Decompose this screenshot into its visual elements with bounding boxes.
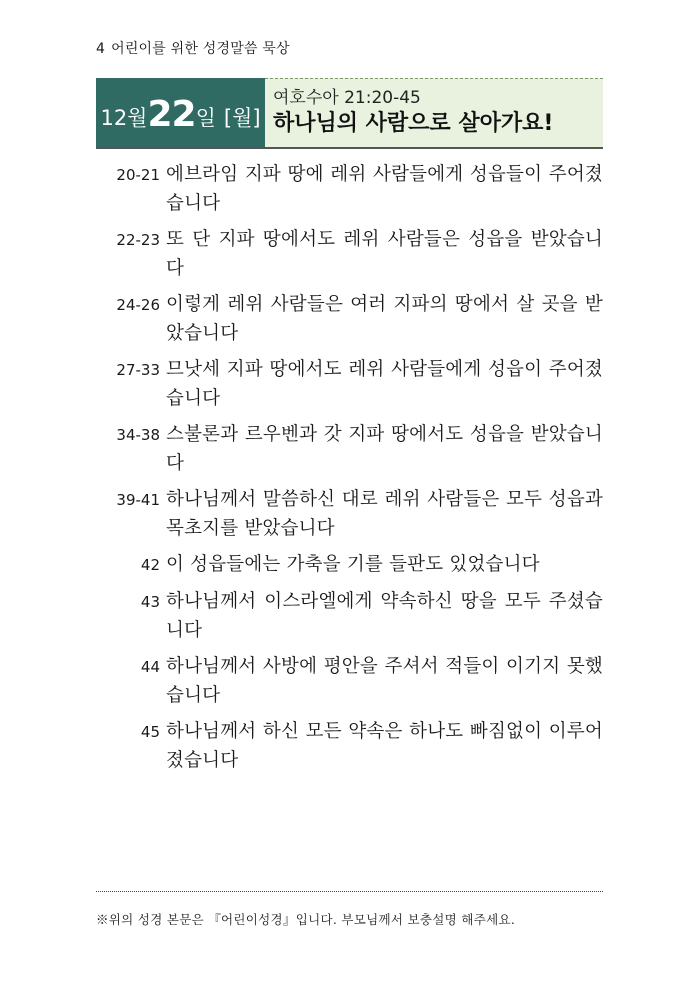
verse-text: 하나님께서 사방에 평안을 주셔서 적들이 이기지 못했습니다 — [166, 656, 603, 706]
date-day-unit: 일 — [195, 106, 216, 130]
verse-text: 하나님께서 하신 모든 약속은 하나도 빠짐없이 이루어졌습니다 — [166, 721, 603, 771]
verse-list — [96, 160, 603, 782]
verse-item — [96, 652, 603, 710]
date-box — [96, 78, 265, 148]
verse-text: 므낫세 지파 땅에서도 레위 사람들에게 성읍이 주어졌습니다 — [166, 359, 603, 409]
verse-text: 이렇게 레위 사람들은 여러 지파의 땅에서 살 곳을 받았습니다 — [166, 294, 603, 344]
verse-item — [96, 355, 603, 413]
header-divider — [96, 147, 603, 149]
date-day: 22 — [147, 94, 196, 135]
book-title: 어린이를 위한 성경말씀 묵상 — [111, 41, 290, 57]
verse-item — [96, 485, 603, 543]
date-weekday: [월] — [223, 106, 261, 130]
passage-reference: 여호수아 21:20-45 — [273, 88, 421, 108]
date-month: 12월 — [100, 106, 148, 130]
verse-item — [96, 290, 603, 348]
passage-title-box — [265, 78, 603, 147]
verse-number: 27-33 — [116, 361, 160, 379]
verse-number: 45 — [140, 723, 160, 741]
footnote: ※위의 성경 본문은 『어린이성경』입니다. 부모님께서 보충설명 해주세요. — [96, 912, 516, 927]
date-header — [96, 78, 603, 147]
verse-item — [96, 420, 603, 478]
verse-text: 하나님께서 말씀하신 대로 레위 사람들은 모두 성읍과 목초지를 받았습니다 — [166, 489, 603, 539]
verse-text: 이 성읍들에는 가축을 기를 들판도 있었습니다 — [166, 554, 540, 575]
verse-number: 44 — [140, 658, 160, 676]
verse-text: 스불론과 르우벤과 갓 지파 땅에서도 성읍을 받았습니다 — [166, 424, 603, 474]
verse-text: 하나님께서 이스라엘에게 약속하신 땅을 모두 주셨습니다 — [166, 591, 603, 641]
verse-number: 43 — [140, 593, 160, 611]
verse-number: 42 — [140, 556, 160, 574]
verse-number: 20-21 — [116, 166, 160, 184]
verse-text: 또 단 지파 땅에서도 레위 사람들은 성읍을 받았습니다 — [166, 229, 603, 279]
verse-item — [96, 160, 603, 218]
verse-text: 에브라임 지파 땅에 레위 사람들에게 성읍들이 주어졌습니다 — [166, 164, 603, 214]
passage-title: 하나님의 사람으로 살아가요! — [273, 111, 554, 136]
verse-number: 24-26 — [116, 296, 160, 314]
verse-item — [96, 225, 603, 283]
verse-number: 22-23 — [116, 231, 160, 249]
verse-number: 34-38 — [116, 426, 160, 444]
verse-item — [96, 717, 603, 775]
verse-number: 39-41 — [116, 491, 160, 509]
footer-divider — [96, 891, 603, 892]
running-header — [96, 38, 290, 58]
page-number: 4 — [96, 41, 106, 57]
verse-item — [96, 587, 603, 645]
verse-item — [96, 550, 603, 580]
